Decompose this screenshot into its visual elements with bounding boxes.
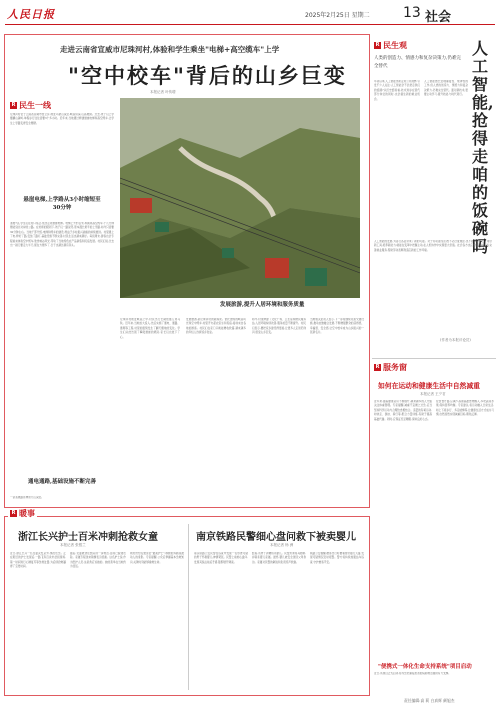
page-section: 社会	[425, 10, 452, 25]
lead-body-col-2: 尼珠河村地处峡谷之中,村民出行长期依靠人背马驮。近年来,当地加大投入,先后实施了通电、通路、通网等工程,村里的面貌发生了翻天覆地的变化。学生们从此告别了攀爬悬崖的艰险,家长们也放下了心。	[120, 318, 180, 339]
warm-article-1-body-1: 近日,浙江长兴一名女童突发意外,情况危急。正在附近的护士发现后,一路飞奔百余米赶到现场,第一时间进行心肺复苏等急救处置,为后续抢救赢得了宝贵时间。	[10, 552, 66, 569]
commentary-body-2: 人工智能擅长处理重复性、规律性的工作,但人类的创造力、情感力和复杂决策力,仍难完全替代。面对新技术,更要主动学习,提升技能,与时代同行。	[424, 80, 468, 97]
commentary-title: 人工智能,抢得走咱的饭碗吗	[472, 39, 494, 256]
service-sub-title: "便携式一体化生命支持系统"项目启动	[378, 664, 472, 670]
service-article-title: 如何在运动和健康生活中自然减重	[378, 382, 480, 390]
commentary-body-3: 人工智能的发展,为各行各业带来了新的可能。对于劳动者而言,既不必过度焦虑,也不能掉以轻心。用好新工具,培养新能力,就能在变革中把握主动,在人机协作中实现更大价值。社会各方也应加强职业培训,完善就业服务,帮助劳动者顺利适应新的工作环境。	[374, 240, 492, 252]
section-marker-icon: R	[375, 364, 380, 370]
section-tag-minsheng-view	[374, 40, 407, 51]
commentary-body-1: 年初以来,人工智能迅速走进公众视野,引发不少人关注:人工智能会不会抢走我们的饭碗?从历史经验看,技术进步在替代部分岗位的同时,也会催生新的就业机会。	[374, 80, 420, 101]
warm-article-2-body-1: 南京铁路公安民警在巡查中发现一名形迹可疑的男子怀抱婴儿,神情紧张。民警上前细心盘问,发现其说法前后矛盾,随即展开调查。	[194, 552, 248, 564]
warm-article-1-title: 浙江长兴护士百米冲刺抢救女童	[18, 532, 158, 543]
lead-byline: 本报记者 叶传增	[150, 90, 176, 94]
page-number: 13	[403, 5, 421, 21]
section-tag-service	[374, 362, 407, 373]
photo-caption: 发展旅游,提升人居环境和服务质量	[220, 302, 305, 308]
lead-photo	[120, 98, 360, 298]
section-marker-icon: R	[11, 102, 16, 108]
warm-article-2-byline: 本报记者 杨 洲	[270, 543, 294, 547]
footer-editors: 责任编辑:高 莉 白真辉 颜旭杰	[404, 698, 455, 703]
commentary-subtitle: 人类的创造力、情感力和复杂决策力,仍难完全替代	[374, 56, 461, 69]
warm-divider	[188, 524, 189, 690]
section-marker-icon: R	[11, 510, 16, 516]
lead-body-col-4: 如今,村里修建了文化广场、卫生室和便民服务站,人居环境持续改善,服务质量不断提升。村民们表示,要把家乡建设得更美,让更多人走进尼珠河,感受山乡巨变。	[252, 318, 306, 335]
service-body-2: 在饮食方面,应减少高油高盐食物摄入,多吃蔬菜水果,保持营养均衡。专家建议,将运动融入日常生活,如上下班步行、多走楼梯等,让健康生活方式成为习惯,自然而然实现减重目标,避免反弹。	[436, 400, 494, 417]
lead-body-col-3: 发展旅游,是尼珠河村的新探索。依托独特的峡谷风光和空中缆车,村里开办起农家乐和民宿,接待来自各地的游客。村民们在家门口就能增收致富,越来越多的年轻人选择返乡创业。	[186, 318, 246, 335]
newspaper-logo: 人民日报	[7, 8, 55, 21]
section-tag-label: 民生观	[383, 41, 407, 50]
masthead	[5, 4, 495, 25]
service-body-1: 近年来,随着健康意识不断提升,越来越多的人开始关注体重管理。专家提醒,减重不宜操之过急,应当坚持科学运动与合理饮食相结合。适量的有氧运动,如快走、游泳、骑行等,配合力量训练,有助于提高基础代谢。同时,应保证充足睡眠,保持良好心态。	[374, 400, 432, 421]
lead-subhead-1: 悬崖电梯,上学路从3小时缩短至30分钟	[23, 197, 101, 211]
warm-article-1-body-3: 网友纷纷点赞这位"最美护士",称她的奔跑是最动人的身影。专家提醒,公众应掌握基本急救知识,关键时刻能够挽救生命。	[130, 552, 184, 564]
lead-body-col-1c: 一条条道路延伸进大山深处。	[10, 496, 44, 499]
mountain-valley-image	[120, 98, 360, 298]
section-tag-minsheng-line	[10, 100, 51, 111]
warm-article-2-body-2: 经查,该男子涉嫌拐卖婴儿。民警迅速将其控制,并联系婴儿家属。最终,婴儿被安全送回父母身边。家属对民警的敏锐和负责连声致谢。	[252, 552, 306, 564]
right-column-divider	[372, 358, 496, 359]
lead-body-col-5: 当地相关负责人表示,下一步将继续完善交通设施,推动农旅融合发展,不断增强群众的获得感、幸福感、安全感,让空中校车成为山乡振兴的一张新名片。	[310, 318, 364, 335]
service-sub-body: 近日,该项目正式启动,将为急危重症患者的院前救治提供有力支撑。	[374, 672, 451, 675]
lead-kicker: 走进云南省宣威市尼珠河村,体验和学生乘坐"电梯+高空缆车"上学	[60, 45, 280, 54]
lead-body-col-1: 尼珠河村位于云南省宣威市普立乡,地处乌蒙山深处,峡谷纵深,山高坡陡。过去,孩子们上学要翻山越岭,单程步行往往需要3个多小时。近年来,当地通过修建悬崖电梯和高空缆车,让学生上学路变得安全便捷。	[10, 113, 114, 125]
lead-subhead-2: 通电通路,基础设施不断完善	[28, 479, 96, 485]
commentary-signature: (作者为本报评论员)	[440, 338, 471, 342]
section-tag-label: 民生一线	[19, 101, 51, 110]
section-tag-warm	[8, 508, 37, 519]
service-byline: 本报记者 王夕茗	[420, 392, 446, 396]
warm-article-2-body-3: 铁路公安提醒,旅客出行时要看管好随行儿童,发现可疑情况及时报警。警方将持续加强站车巡查,守护旅客平安。	[310, 552, 364, 564]
warm-article-1-body-2: 随后,女童被送往医院进一步救治,目前已脱离危险。家属专程送来锦旗表示感谢。这名护士说,作为医护人员,这是我应该做的。她的善举在当地传为佳话。	[70, 552, 126, 569]
lead-body-col-1b: 清晨7点,学生们在村口集合,依次走进悬崖电梯。电梯上升约百米,再换乘高空缆车,十几分钟便能到达对岸的公路。在老师的陪同下,孩子们一路说笑,原本漫长艰辛的上学路,如今只需要30分钟左右。当地干部介绍,电梯和缆车的建设,得益于乡村振兴战略的持续推进。村里通上了电,修好了路,安装了路灯,基础设施不断完善,村民生活也越来越好。每到周末,游客也会专程前来体验空中缆车,欣赏峡谷风光,带动了当地特色农产品销售和民宿发展。村民们说,过去出一趟门要走大半天,现在方便多了,日子也越过越有奔头。	[10, 222, 114, 248]
lead-title: "空中校车"背后的山乡巨变	[68, 63, 347, 88]
section-tag-label: 服务窗	[383, 363, 407, 372]
section-marker-icon: R	[375, 42, 380, 48]
warm-article-2-title: 南京铁路民警细心盘问救下被卖婴儿	[196, 532, 356, 543]
section-tag-label: 暖事	[19, 509, 35, 518]
issue-date: 2025年2月25日 星期二	[305, 12, 370, 19]
warm-article-1-byline: 本报记者 张银兰	[60, 543, 86, 547]
